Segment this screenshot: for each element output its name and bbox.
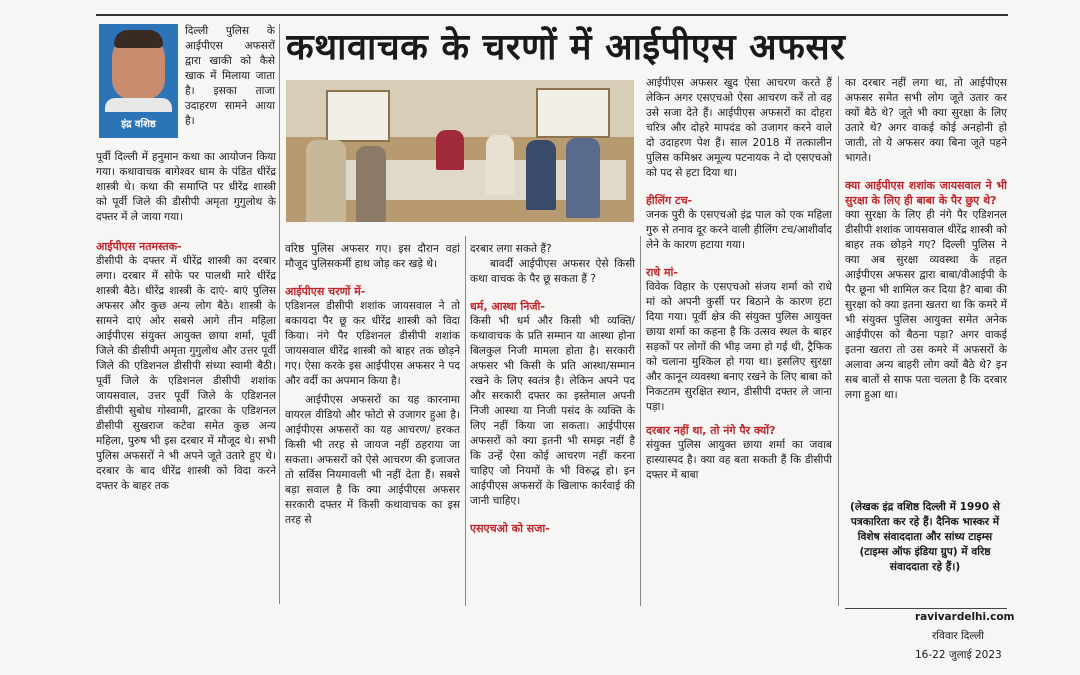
col4-para-3: विवेक विहार के एसएचओ संजय शर्मा को राधे मां को अपनी कुर्सी पर बिठाने के कारण हटा दिया गया। पूर्वी क्षेत्र की संयुक्त पुलिस आयुक्त छाया शर्मा का कहना है कि उत्सव स्थल के बाहर सड़कों पर लोगों की भीड़ जमा हो गई थी, ट्रैफिक को चलाना मुश्किल हो गया था। इसलिए सुरक्षा और कानून व्यवस्था बनाए रखने के लिए बाबा को निकटतम सुरक्षित स्थान, डीसीपी दफ्तर ले जाना पड़ा।: [646, 281, 832, 413]
col3-para-2: बावर्दी आईपीएस अफसर ऐसे किसी कथा वाचक के पैर छू सकता हैं ?: [470, 258, 635, 285]
col2-para-1: वरिष्ठ पुलिस अफसर गए। इस दौरान वहां मौजूद पुलिसकर्मी हाथ जोड़ कर खड़े थे।: [285, 243, 460, 270]
col2-para-2: एडिशनल डीसीपी शशांक जायसवाल ने तो बकायदा पैर छू कर धीरेंद्र शास्त्री को विदा किया। नंगे पैर एडिशनल डीसीपी शशांक जायसवाल धीरेंद्र शास्त्री को बाहर तक छोड़ने गए। ऐसा करके इस आईपीएस अफसर ने पद और वर्दी का अपमान किया है।: [285, 300, 460, 387]
col3-subhead-1: धर्म, आस्था निजी-: [470, 300, 545, 313]
column-5: [845, 76, 1007, 496]
column-divider: [640, 236, 641, 606]
headline: कथावाचक के चरणों में आईपीएस अफसर: [286, 27, 846, 68]
col4-subhead-1: हीलिंग टच-: [646, 194, 693, 207]
photo-person: [356, 146, 386, 222]
photo-person: [566, 138, 600, 218]
author-hair: [114, 30, 163, 48]
photo-person: [486, 135, 514, 195]
photo-person: [526, 140, 556, 210]
author-name: इंद्र वशिष्ठ: [121, 119, 156, 130]
col5-para-2: क्या सुरक्षा के लिए ही नंगे पैर एडिशनल डीसीपी शशांक जायसवाल धीरेंद्र शास्त्री को बाहर तक छोड़ने गए? दिल्ली पुलिस ने क्या अब सुरक्षा व्यवस्था के तहत आईपीएस अफसर द्वारा बाबा/वीआईपी के पैर छूना भी शामिल कर दिया है? बाबा की सुरक्षा को क्या इतना खतरा था कि कमरे में भी संयुक्त पुलिस आयुक्त समेत अनेक आईपीएस को बैठना पड़ा? अगर वाकई इतना खतरा तो उस कमरे में अफसरों के अलावा अन्य बाहरी लोग क्यों बैठे थे? इन सब बातों से साफ पता चलता है कि दरबार लगा हुआ था।: [845, 209, 1007, 401]
col5-para-1: का दरबार नहीं लगा था, तो आईपीएस अफसर समेत सभी लोग जूते उतार कर क्यों बैठे थे? जूते भी क्या सुरक्षा के लिए उतारे थे? अगर वाकई कोई अनहोनी हो जाती, तो ये अफसर क्या बिना जूते पहने भागते।: [845, 77, 1007, 164]
column-4: [646, 76, 832, 606]
column-2: [285, 242, 460, 607]
author-photo: [99, 24, 178, 138]
col4-subhead-2: राधे मां-: [646, 266, 678, 279]
photo-window: [326, 90, 390, 142]
column-divider: [838, 76, 839, 606]
col3-para-1: दरबार लगा सकते हैं?: [470, 243, 552, 255]
footer-paper: रविवार दिल्ली: [932, 630, 984, 642]
col5-subhead: क्या आईपीएस शशांक जायसवाल ने भी सुरक्षा के लिए ही बाबा के पैर छुए थे?: [845, 179, 1007, 207]
footer-rule: [845, 608, 1007, 609]
footer-site: ravivardelhi.com: [915, 611, 1015, 623]
top-rule: [96, 14, 1008, 16]
col4-para-4: संयुक्त पुलिस आयुक्त छाया शर्मा का जवाब हास्यास्पद है। क्या वह बता सकती हैं कि डीसीपी दफ्तर में बाबा: [646, 439, 832, 481]
column-divider: [279, 24, 280, 604]
col2-para-3: आईपीएस अफसरों का यह कारनामा वायरल वीडियो और फोटो से उजागर हुआ है। आईपीएस अफसरों का यह आचरण/ हरकत किसी भी तरह से जायज नहीं ठहराया जा सकता। अफसरों को ऐसे आचरण की इजाजत तो सर्विस नियमावली भी नहीं देता हैं। सबसे बड़ा सवाल है कि क्या आईपीएस अफसर सरकारी दफ्तर में किसी कथावाचक का इस तरह से: [285, 394, 460, 526]
col4-subhead-3: दरबार नहीं था, तो नंगे पैर क्यों?: [646, 424, 776, 437]
col4-para-2: जनक पुरी के एसएचओ इंद्र पाल को एक महिला गुरु से तनाव दूर करने वाली हीलिंग टच/आशीर्वाद लेने के कारण हटाया गया।: [646, 209, 832, 251]
intro-text: [185, 24, 275, 144]
column-divider: [465, 236, 466, 606]
author-note: (लेखक इंद्र वशिष्ठ दिल्ली में 1990 से पत्रकारिता कर रहे हैं। दैनिक भास्कर में विशेष संवाददाता और सांध्य टाइम्स (टाइम्स ऑफ इंडिया ग्रुप) में वरिष्ठ संवाददाता रहे हैं।): [850, 501, 1000, 573]
article-photo: [286, 80, 634, 222]
column-1: [96, 150, 276, 605]
footer-date: 16-22 जुलाई 2023: [915, 649, 1002, 661]
col3-subhead-2: एसएचओ को सजा-: [470, 522, 550, 535]
column-3: [470, 242, 635, 607]
col4-para-1: आईपीएस अफसर खुद ऐसा आचरण करते हैं लेकिन अगर एसएचओ ऐसा आचरण करें तो वह उसे सजा देते हैं। आईपीएस अफसरों का दोहरा चरित्र और दोहरे मापदंड को उजागर करने वाले दो उदाहरण पेश हैं। साल 2018 में तत्कालीन पुलिस कमिश्नर अमूल्य पटनायक ने दो एसएचओ को पद से हटा दिया था।: [646, 77, 832, 179]
col1-para-1: पूर्वी दिल्ली में हनुमान कथा का आयोजन किया गया। कथावाचक बागेश्वर धाम के पंडित धीरेंद्र शास्त्री थे। कथा की समाप्ति पर धीरेंद्र शास्त्री को पूर्वी जिले की डीसीपी अमृता गुगुलोथ के दफ्तर में ले जाया गया।: [96, 151, 276, 223]
col1-para-2: डीसीपी के दफ्तर में धीरेंद्र शास्त्री का दरबार लगा। दरबार में सोफे पर पालथी मारे धीरेंद्र शास्त्री बैठे। धीरेंद्र शास्त्री के दाएं- बाएं पुलिस अफसर और कुछ अन्य लोग बैठे। शास्त्री के सामने दाएं ओर सबसे आगे तीन महिला आईपीएस संयुक्त आयुक्त छाया शर्मा, पूर्वी जिले की डीसीपी अमृता गुगुलोथ और उत्तर पूर्वी जिले की एडिशनल डीसीपी संध्या स्वामी बैठी। पूर्वी जिले के एडिशनल डीसीपी शशांक जायसवाल, उत्तर पूर्वी जिले के एडिशनल डीसीपी सुबोध गोस्वामी, द्वारका के एडिशनल डीसीपी सुखराज कटेवा समेत कुछ अन्य महिला, पुरुष भी इस दरबार में मौजूद थे। सभी पुलिस अफसरों ने भी अपने जूते उतारे हुए थे। दरबार के बाद धीरेंद्र शास्त्री को विदा करने दफ्तर के बाहर तक: [96, 255, 276, 492]
col2-subhead: आईपीएस चरणों में-: [285, 285, 366, 298]
author-shirt: [105, 98, 172, 112]
photo-window: [536, 88, 610, 138]
intro-paragraph: दिल्ली पुलिस के आईपीएस अफसरों द्वारा खाकी को कैसे खाक में मिलाया जाता है। इसका ताजा उदाहरण सामने आया है।: [185, 25, 275, 127]
col3-para-3: किसी भी धर्म और किसी भी व्यक्ति/ कथावाचक के प्रति सम्मान या आस्था होना बिलकुल निजी मामला होता है। सरकारी अफसर भी किसी के प्रति आस्था/सम्मान रखने के लिए स्वतंत्र है। लेकिन अपने पद और सरकारी दफ्तर का इस्तेमाल अपनी निजी आस्था या निजी पसंद के व्यक्ति के लिए नहीं किया जा सकता। आईपीएस अफसरों को क्या इतनी भी समझ नहीं है कि उन्हें ऐसा कोई आचरण नहीं करना चाहिए जो नियमों के भी विरुद्ध हो। इन आईपीएस अफसरों के खिलाफ कार्रवाई की जानी चाहिए।: [470, 315, 635, 507]
col1-subhead: आईपीएस नतमस्तक-: [96, 240, 182, 253]
photo-person: [436, 130, 464, 170]
photo-person: [306, 140, 346, 222]
